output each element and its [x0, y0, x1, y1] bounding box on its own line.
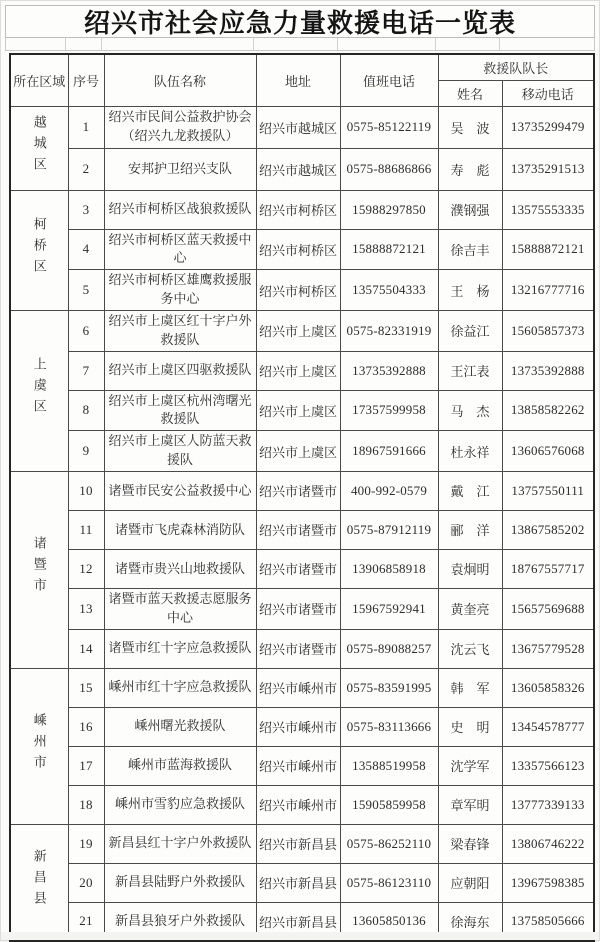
col-header-region: 所在区域 — [10, 54, 68, 106]
cell-leader-name: 戴 江 — [438, 471, 502, 510]
cell-duty-phone: 0575-85122119 — [340, 106, 438, 148]
cell-team: 诸暨市蓝天救援志愿服务中心 — [104, 588, 256, 629]
cell-leader-mobile: 13735299479 — [502, 106, 594, 148]
cell-team: 诸暨市民安公益救援中心 — [104, 471, 256, 510]
table-row — [10, 746, 594, 785]
cell-index: 9 — [68, 431, 104, 472]
spacer-cell — [6, 38, 66, 50]
cell-leader-mobile: 13967598385 — [502, 863, 594, 902]
region-label: 上虞区 — [31, 357, 47, 421]
cell-index: 1 — [68, 106, 104, 148]
table-row — [10, 270, 594, 311]
cell-leader-mobile: 13735392888 — [502, 351, 594, 390]
cell-leader-name: 王江表 — [438, 351, 502, 390]
spacer-cell — [102, 38, 254, 50]
cell-address: 绍兴市诸暨市 — [256, 471, 340, 510]
cell-index: 3 — [68, 190, 104, 229]
cell-index: 10 — [68, 471, 104, 510]
cell-duty-phone: 0575-89088257 — [340, 629, 438, 668]
region-label: 嵊州市 — [31, 712, 47, 776]
cell-address: 绍兴市柯桥区 — [256, 229, 340, 270]
col-header-index: 序号 — [68, 54, 104, 106]
cell-duty-phone: 13575504333 — [340, 270, 438, 311]
cell-index: 19 — [68, 824, 104, 863]
cell-leader-mobile: 13605858326 — [502, 668, 594, 707]
cell-address: 绍兴市上虞区 — [256, 390, 340, 431]
cell-duty-phone: 13735392888 — [340, 351, 438, 390]
table-row — [10, 431, 594, 472]
cell-leader-name: 韩 军 — [438, 668, 502, 707]
table-row — [10, 549, 594, 588]
cell-leader-name: 濮钢强 — [438, 190, 502, 229]
cell-address: 绍兴市越城区 — [256, 106, 340, 148]
cell-index: 17 — [68, 746, 104, 785]
cell-leader-name: 史 明 — [438, 707, 502, 746]
spacer-row — [5, 38, 595, 51]
cell-address: 绍兴市上虞区 — [256, 310, 340, 351]
table-row — [10, 229, 594, 270]
cell-address: 绍兴市嵊州市 — [256, 785, 340, 824]
cell-index: 20 — [68, 863, 104, 902]
col-header-address: 地址 — [256, 54, 340, 106]
cell-leader-mobile: 13454578777 — [502, 707, 594, 746]
spacer-cell — [66, 38, 102, 50]
cell-index: 21 — [68, 902, 104, 941]
cell-leader-name: 沈云飞 — [438, 629, 502, 668]
cell-index: 7 — [68, 351, 104, 390]
cell-address: 绍兴市新昌县 — [256, 824, 340, 863]
cell-duty-phone: 0575-86123110 — [340, 863, 438, 902]
table-row — [10, 588, 594, 629]
cell-address: 绍兴市诸暨市 — [256, 510, 340, 549]
cell-leader-name: 黄奎亮 — [438, 588, 502, 629]
col-header-duty-phone: 值班电话 — [340, 54, 438, 106]
cell-leader-mobile: 13758505666 — [502, 902, 594, 941]
cell-team: 嵊州市蓝海救援队 — [104, 746, 256, 785]
table-row — [10, 148, 594, 190]
cell-team: 嵊州市红十字应急救援队 — [104, 668, 256, 707]
cell-duty-phone: 0575-83591995 — [340, 668, 438, 707]
cell-duty-phone: 13605850136 — [340, 902, 438, 941]
region-cell-zhuji — [10, 471, 68, 668]
cell-index: 6 — [68, 310, 104, 351]
cell-address: 绍兴市诸暨市 — [256, 629, 340, 668]
cell-leader-mobile: 15657569688 — [502, 588, 594, 629]
table-row — [10, 190, 594, 229]
region-label: 诸暨市 — [31, 536, 47, 600]
cell-team: 诸暨市贵兴山地救援队 — [104, 549, 256, 588]
cell-team: 新昌县陆野户外救援队 — [104, 863, 256, 902]
table-row — [10, 863, 594, 902]
table-row — [10, 351, 594, 390]
cell-leader-mobile: 15605857373 — [502, 310, 594, 351]
cell-duty-phone: 15967592941 — [340, 588, 438, 629]
cell-index: 13 — [68, 588, 104, 629]
cell-leader-name: 徐吉丰 — [438, 229, 502, 270]
cell-leader-name: 吴 波 — [438, 106, 502, 148]
page-title: 绍兴市社会应急力量救援电话一览表 — [5, 5, 595, 38]
cell-duty-phone: 13906858918 — [340, 549, 438, 588]
cell-index: 16 — [68, 707, 104, 746]
cell-leader-mobile: 13735291513 — [502, 148, 594, 190]
cell-leader-mobile: 13606576068 — [502, 431, 594, 472]
table-row — [10, 668, 594, 707]
cell-team: 绍兴市柯桥区蓝天救援中心 — [104, 229, 256, 270]
cell-duty-phone: 0575-88686866 — [340, 148, 438, 190]
cell-leader-mobile: 13216777716 — [502, 270, 594, 311]
cell-address: 绍兴市新昌县 — [256, 902, 340, 941]
cell-team: 绍兴市柯桥区雄鹰救援服务中心 — [104, 270, 256, 311]
cell-address: 绍兴市嵊州市 — [256, 707, 340, 746]
spacer-cell — [338, 38, 436, 50]
cell-index: 5 — [68, 270, 104, 311]
cell-address: 绍兴市柯桥区 — [256, 190, 340, 229]
spacer-cell — [254, 38, 338, 50]
cell-duty-phone: 17357599958 — [340, 390, 438, 431]
cell-leader-mobile: 13867585202 — [502, 510, 594, 549]
cell-address: 绍兴市诸暨市 — [256, 588, 340, 629]
cell-address: 绍兴市上虞区 — [256, 431, 340, 472]
cell-duty-phone: 15988297850 — [340, 190, 438, 229]
cell-leader-name: 杜永祥 — [438, 431, 502, 472]
header-row-1 — [10, 54, 594, 80]
region-cell-shangyu — [10, 310, 68, 471]
cell-duty-phone: 0575-83113666 — [340, 707, 438, 746]
region-label: 柯桥区 — [31, 216, 47, 280]
cell-leader-name: 沈学军 — [438, 746, 502, 785]
cell-leader-mobile: 13357566123 — [502, 746, 594, 785]
cell-duty-phone: 15888872121 — [340, 229, 438, 270]
cell-leader-mobile: 13806746222 — [502, 824, 594, 863]
cell-leader-mobile: 13858582262 — [502, 390, 594, 431]
col-header-team: 队伍名称 — [104, 54, 256, 106]
cell-duty-phone: 400-992-0579 — [340, 471, 438, 510]
cell-address: 绍兴市越城区 — [256, 148, 340, 190]
table-row — [10, 106, 594, 148]
cell-address: 绍兴市诸暨市 — [256, 549, 340, 588]
cell-leader-name: 王 杨 — [438, 270, 502, 311]
cell-leader-name: 徐益江 — [438, 310, 502, 351]
table-row — [10, 629, 594, 668]
col-header-leader-mobile: 移动电话 — [502, 80, 594, 106]
cell-team: 新昌县红十字户外救援队 — [104, 824, 256, 863]
cell-leader-name: 寿 彪 — [438, 148, 502, 190]
cell-duty-phone: 15905859958 — [340, 785, 438, 824]
cell-team: 绍兴市上虞区人防蓝天救援队 — [104, 431, 256, 472]
cell-index: 11 — [68, 510, 104, 549]
cell-team: 新昌县狼牙户外救援队 — [104, 902, 256, 941]
col-header-leader-name: 姓名 — [438, 80, 502, 106]
cell-index: 2 — [68, 148, 104, 190]
cell-index: 15 — [68, 668, 104, 707]
cell-team: 安邦护卫绍兴支队 — [104, 148, 256, 190]
col-header-leader-group: 救援队队长 — [438, 54, 594, 80]
cell-address: 绍兴市嵊州市 — [256, 746, 340, 785]
spacer-cell — [500, 38, 594, 50]
cell-team: 诸暨市飞虎森林消防队 — [104, 510, 256, 549]
table-row — [10, 785, 594, 824]
cell-duty-phone: 13588519958 — [340, 746, 438, 785]
cell-address: 绍兴市上虞区 — [256, 351, 340, 390]
table-row — [10, 707, 594, 746]
cell-index: 18 — [68, 785, 104, 824]
region-cell-yuecheng — [10, 106, 68, 190]
cell-team: 绍兴市上虞区四驱救援队 — [104, 351, 256, 390]
cell-team: 诸暨市红十字应急救援队 — [104, 629, 256, 668]
cell-leader-mobile: 13675779528 — [502, 629, 594, 668]
region-cell-shengzhou — [10, 668, 68, 824]
cell-team: 绍兴市民间公益救护协会（绍兴九龙救援队） — [104, 106, 256, 148]
cell-leader-mobile: 15888872121 — [502, 229, 594, 270]
region-label: 越城区 — [31, 114, 47, 178]
region-cell-keqiao — [10, 190, 68, 310]
cell-address: 绍兴市嵊州市 — [256, 668, 340, 707]
cell-team: 嵊州市雪豹应急救援队 — [104, 785, 256, 824]
cell-leader-mobile: 13575553335 — [502, 190, 594, 229]
cell-leader-name: 章军明 — [438, 785, 502, 824]
cell-leader-mobile: 13757550111 — [502, 471, 594, 510]
table-row — [10, 471, 594, 510]
cell-leader-name: 袁炯明 — [438, 549, 502, 588]
bottom-margin — [1, 932, 599, 940]
cell-team: 绍兴市上虞区红十字户外救援队 — [104, 310, 256, 351]
table-row — [10, 390, 594, 431]
rescue-phone-table — [9, 53, 595, 942]
cell-leader-mobile: 13777339133 — [502, 785, 594, 824]
cell-duty-phone: 0575-86252110 — [340, 824, 438, 863]
cell-leader-name: 马 杰 — [438, 390, 502, 431]
spacer-cell — [436, 38, 500, 50]
cell-team: 绍兴市上虞区杭州湾曙光救援队 — [104, 390, 256, 431]
cell-index: 4 — [68, 229, 104, 270]
cell-duty-phone: 0575-87912119 — [340, 510, 438, 549]
cell-team: 嵊州曙光救援队 — [104, 707, 256, 746]
region-cell-xinchang — [10, 824, 68, 941]
cell-address: 绍兴市柯桥区 — [256, 270, 340, 311]
cell-duty-phone: 18967591666 — [340, 431, 438, 472]
table-row — [10, 824, 594, 863]
cell-leader-name: 应朝阳 — [438, 863, 502, 902]
region-label: 新昌县 — [31, 848, 47, 912]
cell-index: 14 — [68, 629, 104, 668]
cell-team: 绍兴市柯桥区战狼救援队 — [104, 190, 256, 229]
cell-leader-mobile: 18767557717 — [502, 549, 594, 588]
table-row — [10, 510, 594, 549]
table-row — [10, 310, 594, 351]
cell-index: 8 — [68, 390, 104, 431]
cell-leader-name: 郦 洋 — [438, 510, 502, 549]
cell-leader-name: 徐海东 — [438, 902, 502, 941]
cell-leader-name: 梁春锋 — [438, 824, 502, 863]
cell-address: 绍兴市新昌县 — [256, 863, 340, 902]
cell-index: 12 — [68, 549, 104, 588]
cell-duty-phone: 0575-82331919 — [340, 310, 438, 351]
